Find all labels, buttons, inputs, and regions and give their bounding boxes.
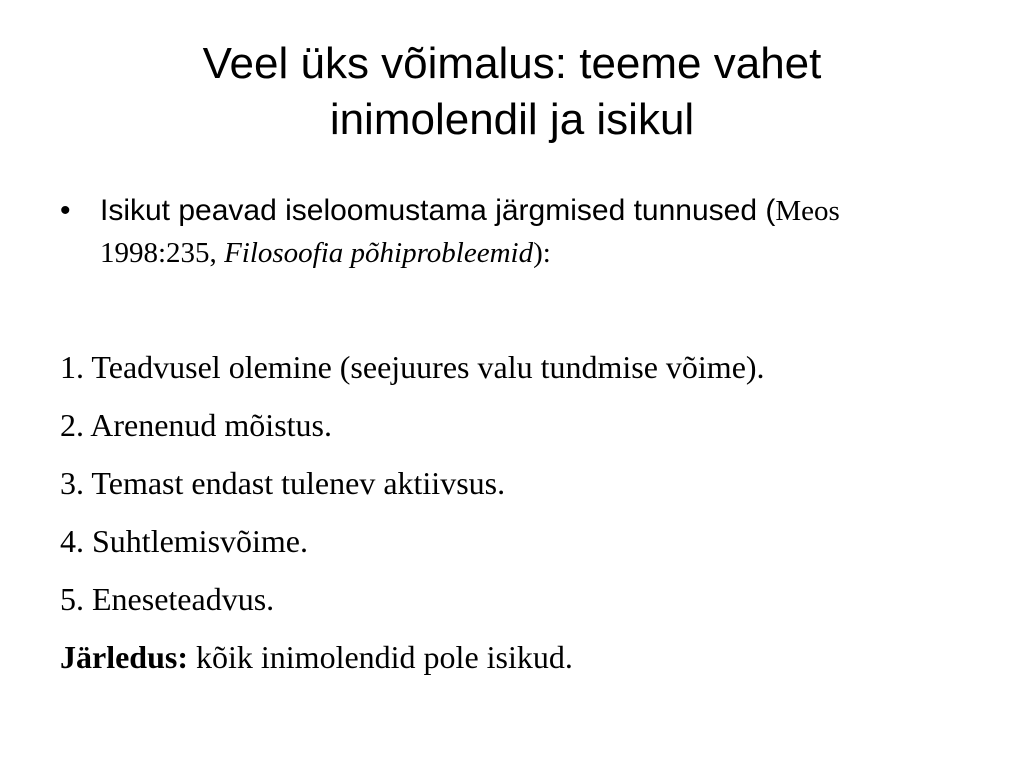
conclusion-label: Järledus: — [60, 639, 188, 675]
slide-title — [60, 36, 964, 148]
bullet-text — [100, 190, 960, 274]
list-item: 3. Temast endast tulenev aktiivsus. — [60, 465, 506, 501]
list-item: 5. Eneseteadvus. — [60, 581, 275, 617]
list-item: 2. Arenenud mõistus. — [60, 407, 332, 443]
list-item: 4. Suhtlemisvõime. — [60, 523, 308, 559]
bullet-dot-icon: • — [60, 194, 71, 227]
bullet-text-main: Isikut peavad iseloomustama järgmised tunnused ( — [100, 194, 776, 227]
conclusion — [60, 628, 980, 686]
list-item: 1. Teadvusel olemine (seejuures valu tundmise võime). — [60, 349, 765, 385]
book-title: Filosoofia põhiprobleemid — [224, 237, 534, 269]
citation: Meos 1998:235, — [100, 195, 840, 269]
slide-title-line-1: Veel üks võimalus: teeme vahet — [202, 39, 822, 88]
conclusion-text: kõik inimolendid pole isikud. — [188, 639, 573, 675]
numbered-list — [60, 338, 980, 686]
bullet-point — [60, 190, 960, 274]
slide-title-line-2: inimolendil ja isikul — [329, 95, 695, 144]
citation-closing: ): — [533, 237, 551, 269]
